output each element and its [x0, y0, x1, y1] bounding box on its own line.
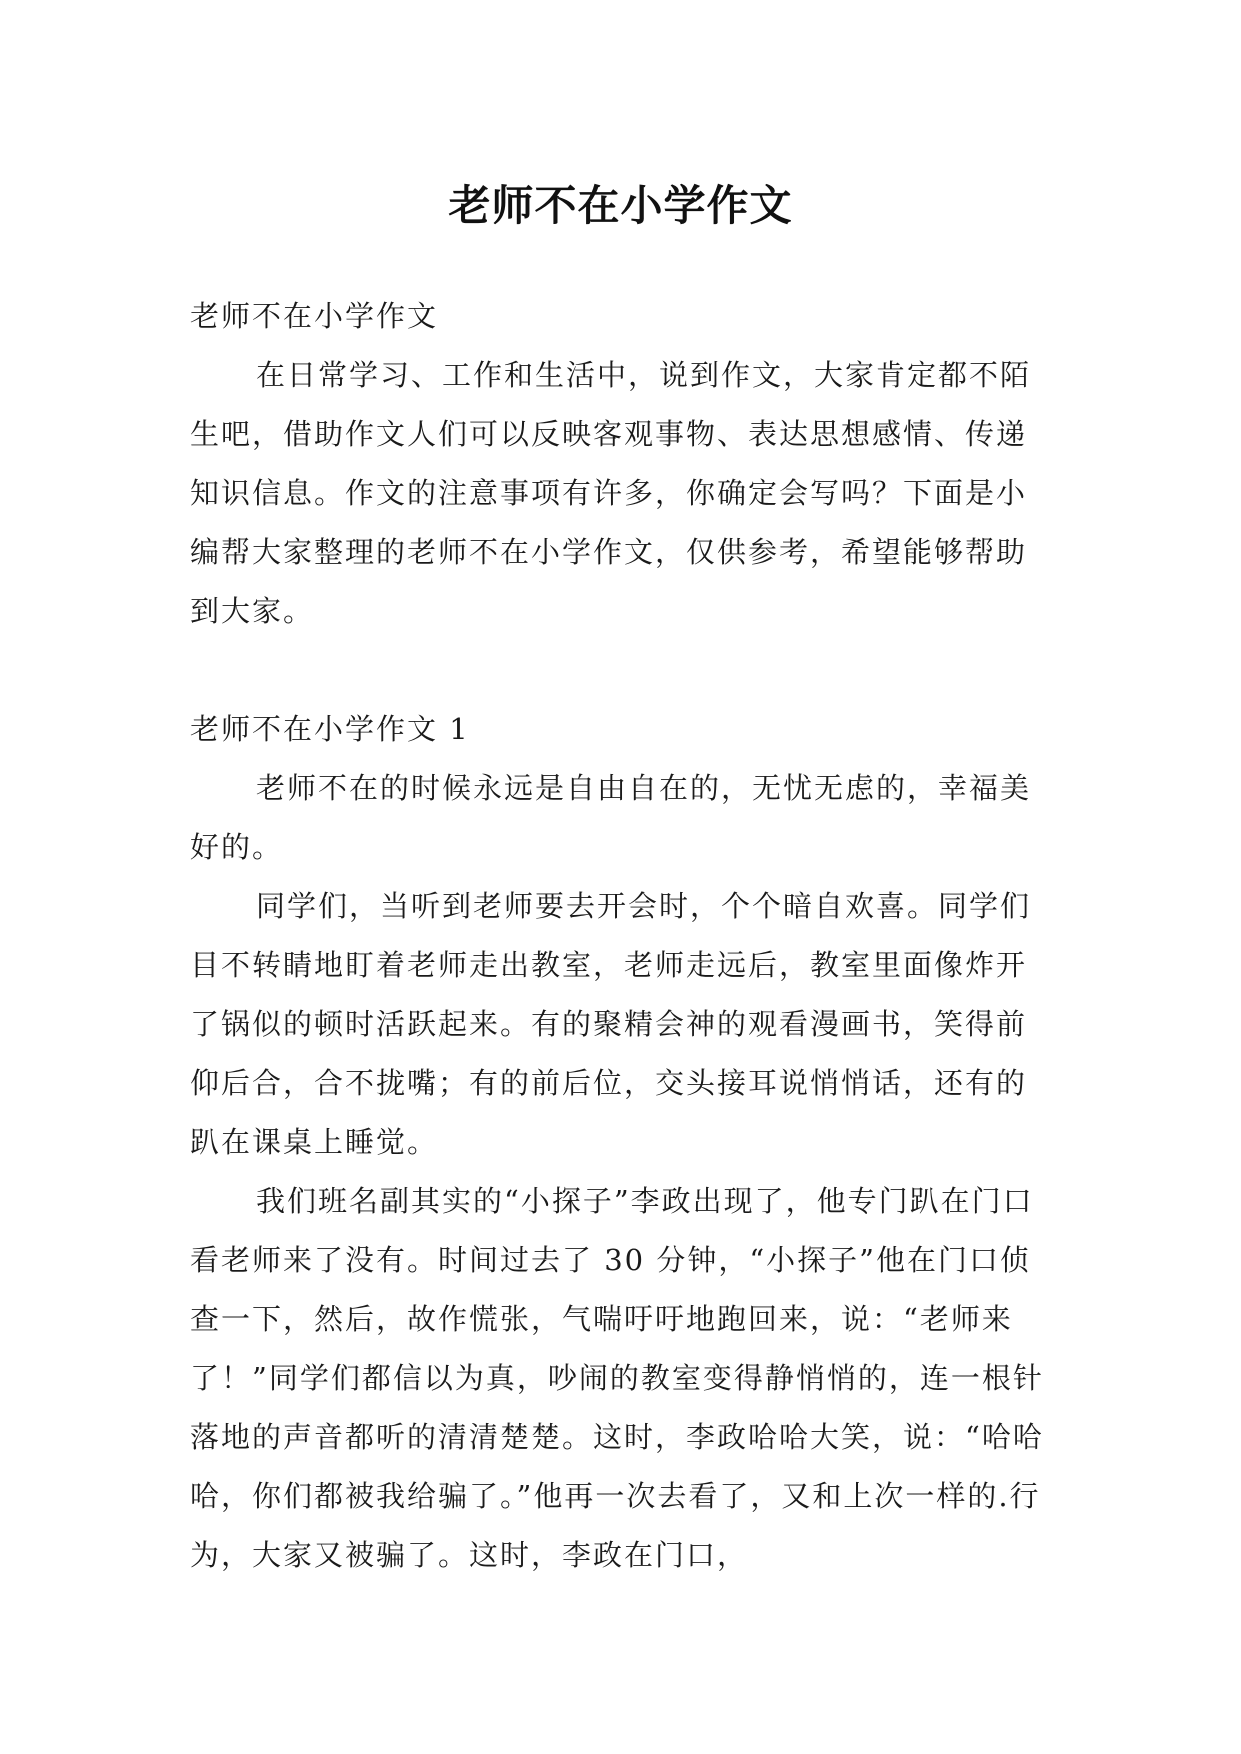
document-body — [190, 287, 1050, 1585]
intro-heading: 老师不在小学作文 — [190, 299, 439, 333]
intro-paragraph: 在日常学习、工作和生活中，说到作文，大家肯定都不陌生吧，借助作文人们可以反映客观事物、表达思想感情、传递知识信息。作文的注意事项有许多，你确定会写吗？下面是小编帮大家整理的老师不在小学作文，仅供参考，希望能够帮助到大家。 — [190, 358, 1032, 628]
section-spacer — [190, 641, 1050, 700]
body-paragraph-2: 同学们，当听到老师要去开会时，个个暗自欢喜。同学们目不转睛地盯着老师走出教室，老师走远后，教室里面像炸开了锅似的顿时活跃起来。有的聚精会神的观看漫画书，笑得前仰后合，合不拢嘴；有的前后位，交头接耳说悄悄话，还有的趴在课桌上睡觉。 — [190, 889, 1032, 1159]
body-paragraph-3: 我们班名副其实的“小探子”李政出现了，他专门趴在门口看老师来了没有。时间过去了 30 分钟，“小探子”他在门口侦查一下，然后，故作慌张，气喘吁吁地跑回来，说：“老师来了！”同学们都信以为真，吵闹的教室变得静悄悄的，连一根针落地的声音都听的清清楚楚。这时，李政哈哈大笑，说：“哈哈哈，你们都被我给骗了。”他再一次去看了，又和上次一样的.行为，大家又被骗了。这时，李政在门口， — [190, 1184, 1044, 1572]
body-paragraph-1: 老师不在的时候永远是自由自在的，无忧无虑的，幸福美好的。 — [190, 771, 1032, 864]
document-title: 老师不在小学作文 — [448, 181, 793, 231]
section-heading: 老师不在小学作文 1 — [190, 712, 470, 746]
